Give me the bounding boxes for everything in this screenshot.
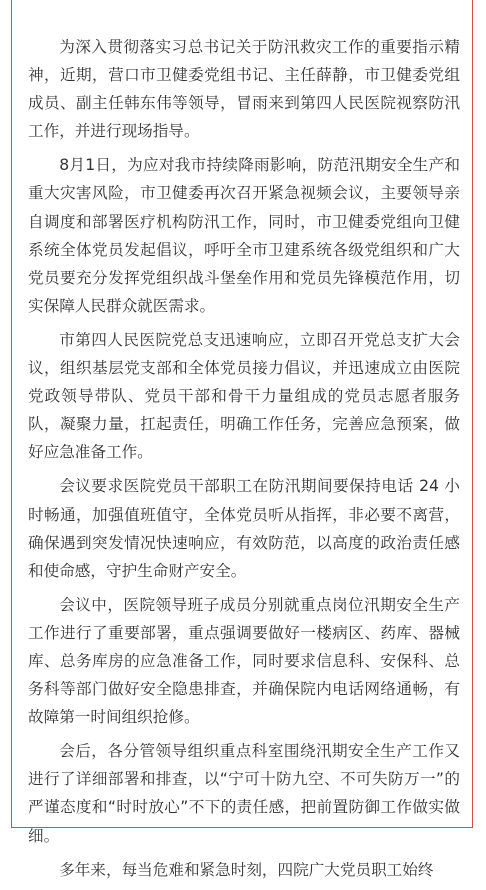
article-paragraph: 会后，各分管领导组织重点科室围绕汛期安全生产工作又进行了详细部署和排查，以“宁可十防九空、不可失防万一”的严谨态度和“时时放心”不下的责任感，把前置防御工作做实做细。 bbox=[28, 742, 460, 845]
article-paragraph: 会议中，医院领导班子成员分别就重点岗位汛期安全生产工作进行了重要部署，重点强调要做好一楼病区、药库、器械库、总务库房的应急准备工作，同时要求信息科、安保科、总务科等部门做好安全隐患排查，并确保院内电话网络通畅，有故障第一时间组织抢修。 bbox=[28, 595, 460, 727]
article-paragraph: 为深入贯彻落实习总书记关于防汛救灾工作的重要指示精神，近期，营口市卫健委党组书记、主任薛静，市卫健委党组成员、副主任韩东伟等领导，冒雨来到第四人民医院视察防汛工作，并进行现场指导。 bbox=[28, 38, 460, 141]
article-paragraph: 8月1日，为应对我市持续降雨影响，防范汛期安全生产和重大灾害风险，市卫健委再次召开紧急视频会议，主要领导亲自调度和部署医疗机构防汛工作，同时，市卫健委党组向卫健系统全体党员发起倡议，呼吁全市卫建系统各级党组织和广大党员要充分发挥党组织战斗堡垒作用和党员先锋模范作用，切实保障人民群众就医需求。 bbox=[28, 156, 460, 315]
article-paragraph: 市第四人民医院党总支迅速响应，立即召开党总支扩大会议，组织基层党支部和全体党员接力倡议，并迅速成立由医院党政领导带队、党员干部和骨干力量组成的党员志愿者服务队，凝聚力量，扛起责任，明确工作任务，完善应急预案，做好应急准备工作。 bbox=[28, 330, 460, 462]
article-paragraph: 会议要求医院党员干部职工在防汛期间要保持电话 24 小时畅通，加强值班值守，全体党员听从指挥，非必要不离营，确保遇到突发情况快速响应，有效防范，以高度的政治责任感和使命感，守护生命财产安全。 bbox=[28, 477, 460, 580]
article-body bbox=[28, 0, 460, 890]
article-paragraph: 多年来，每当危难和紧急时刻，四院广大党员职工始终 bbox=[59, 860, 434, 879]
